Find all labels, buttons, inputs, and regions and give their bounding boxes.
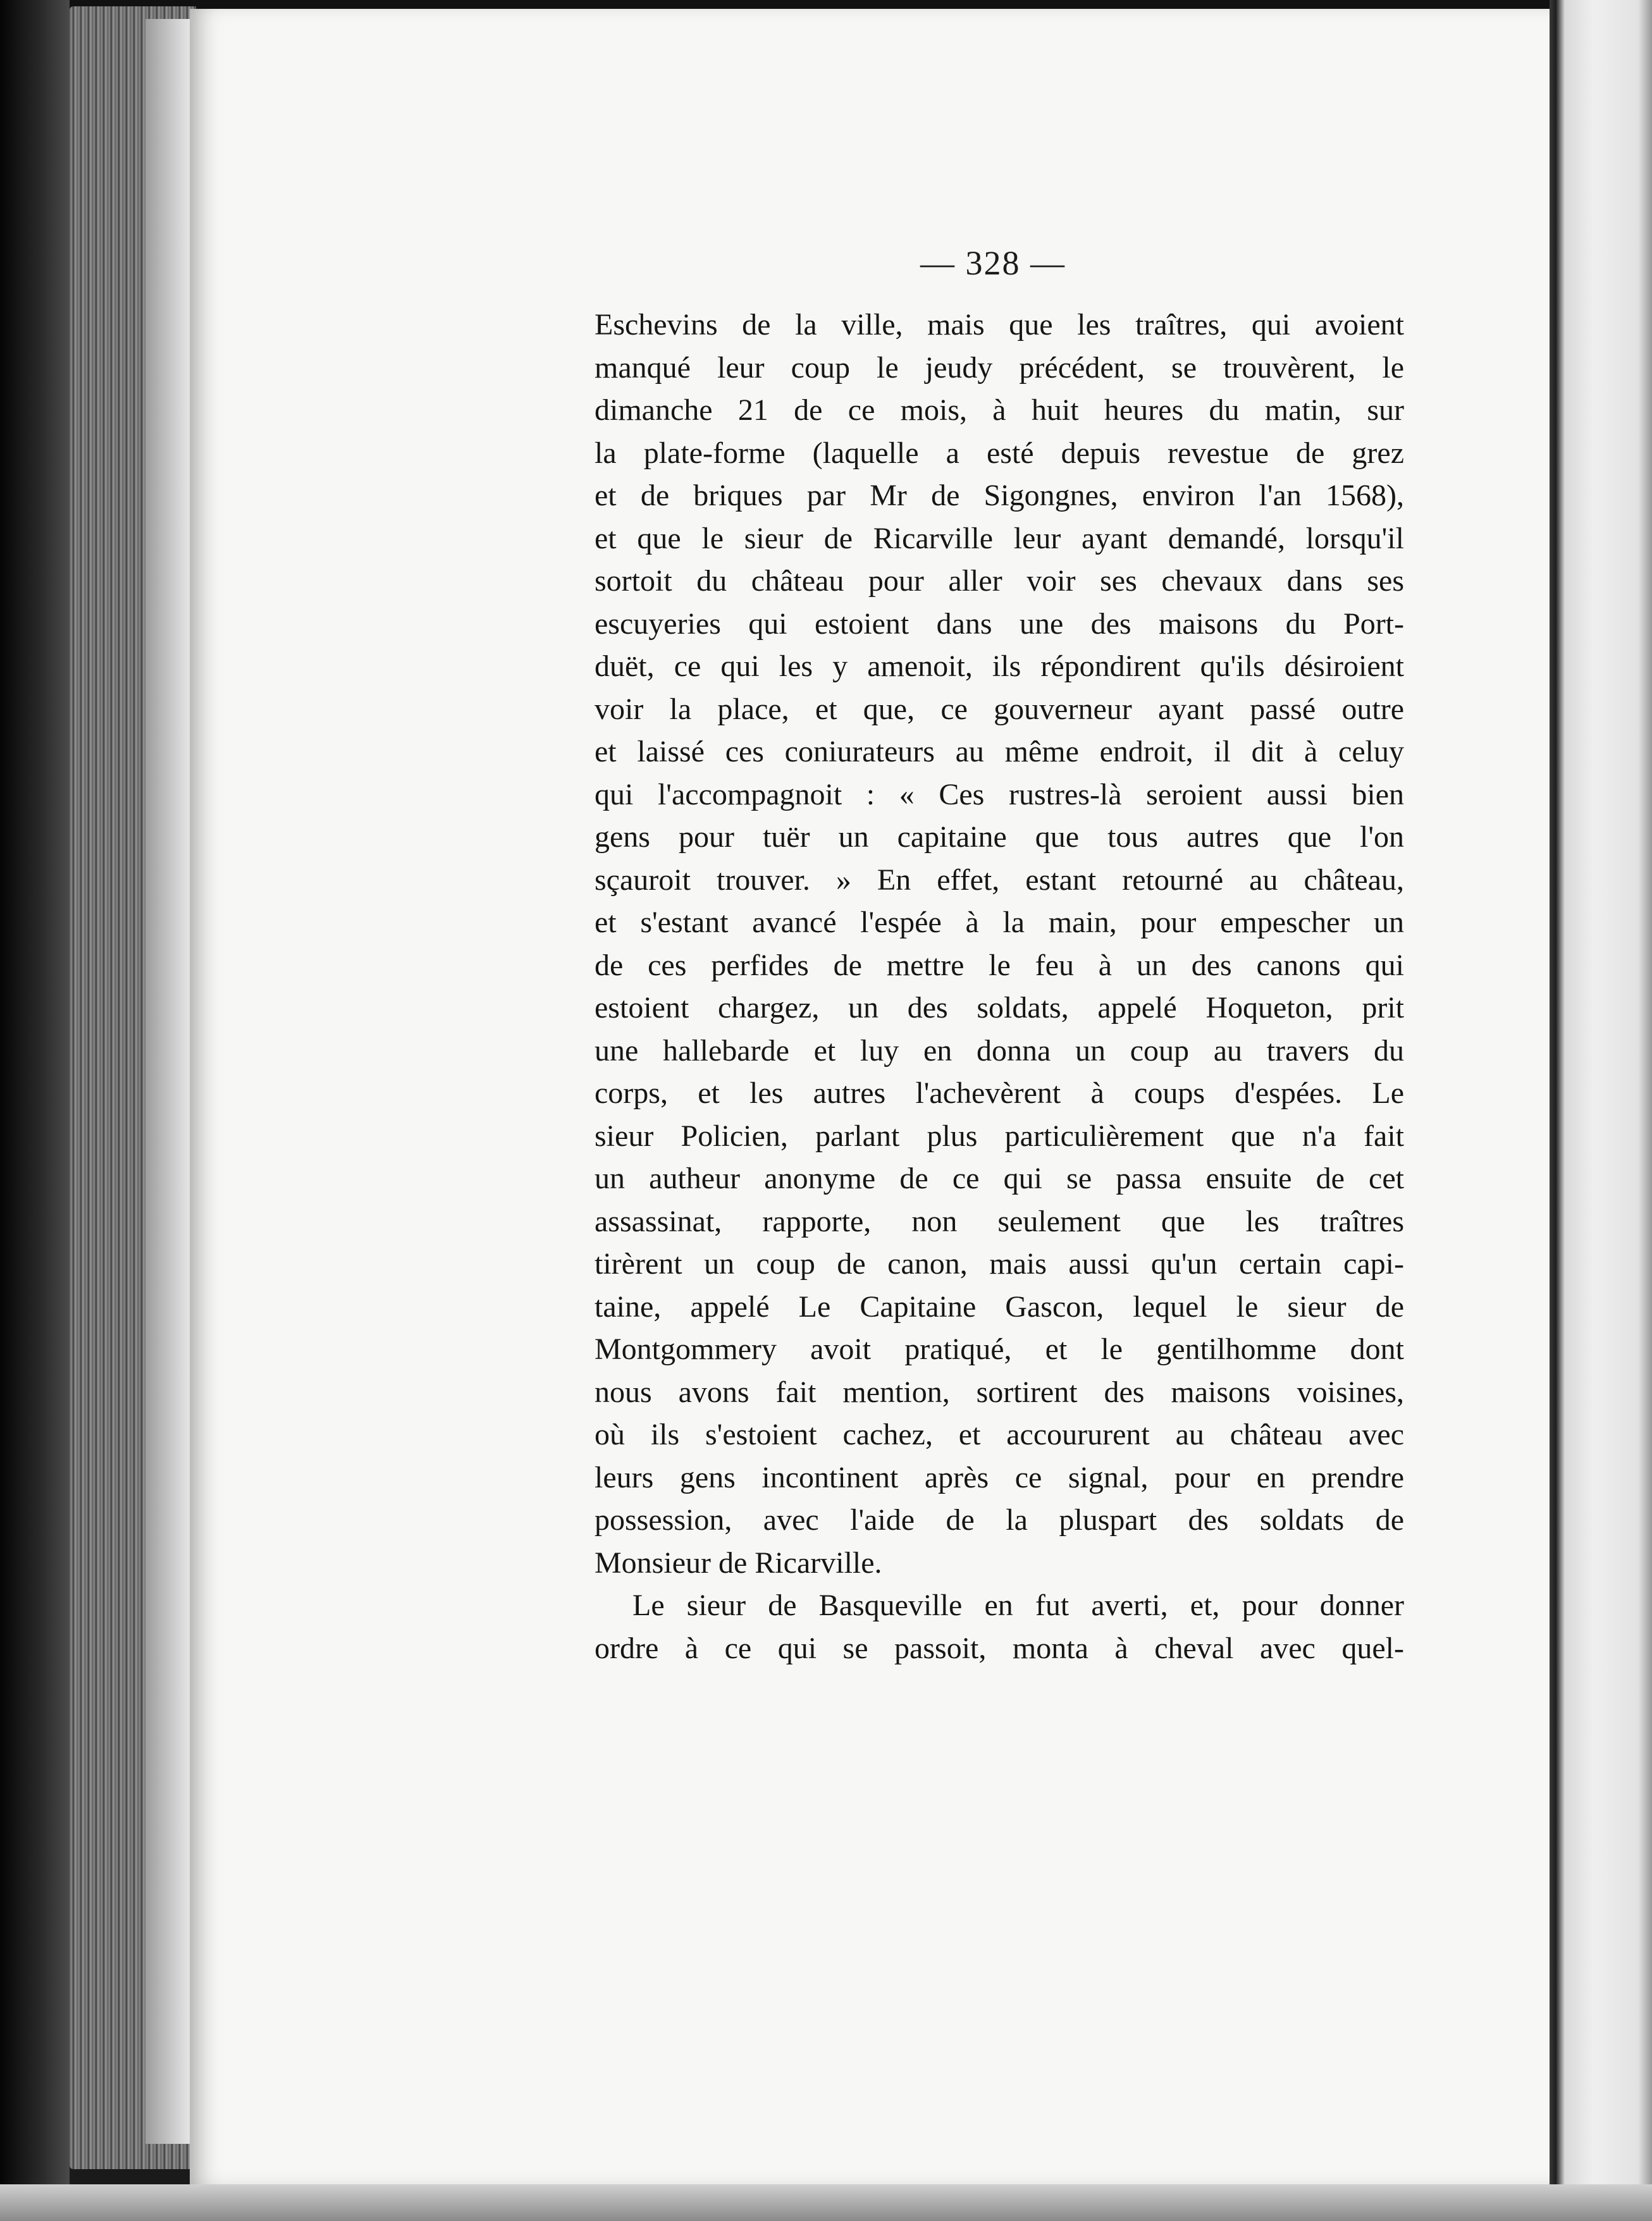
text-line: la plate-forme (laquelle a esté depuis revestue de grez [595,436,1404,470]
text-line: possession, avec l'aide de la pluspart des soldats de [595,1503,1404,1537]
scan-left-border [0,0,70,2221]
book-page-edges-light [145,19,196,2144]
text-line: dimanche 21 de ce mois, à huit heures du matin, sur [595,393,1404,427]
text-line: tirèrent un coup de canon, mais aussi qu'un certain capi- [595,1247,1404,1281]
body-text [595,304,1404,1670]
scan-top-edge [0,0,1652,9]
text-line: et s'estant avancé l'espée à la main, pour empescher un [595,906,1404,939]
text-line: une hallebarde et luy en donna un coup au travers du [595,1033,1404,1067]
text-line: estoient chargez, un des soldats, appelé Hoqueton, prit [595,991,1404,1024]
text-line: nous avons fait mention, sortirent des maisons voisines, [595,1375,1404,1409]
text-line: corps, et les autres l'achevèrent à coups d'espées. Le [595,1076,1404,1110]
text-line: voir la place, et que, ce gouverneur ayant passé outre [595,692,1404,726]
text-line: sieur Policien, parlant plus particulièrement que n'a fait [595,1119,1404,1153]
text-line: sortoit du château pour aller voir ses chevaux dans ses [595,564,1404,598]
text-line: et de briques par Mr de Sigongnes, environ l'an 1568), [595,479,1404,512]
scan-bottom-edge [0,2184,1652,2221]
text-line: taine, appelé Le Capitaine Gascon, lequel le sieur de [595,1289,1404,1324]
text-line: leurs gens incontinent après ce signal, pour en prendre [595,1460,1404,1494]
text-line: Montgommery avoit pratiqué, et le gentilhomme dont [595,1332,1404,1366]
text-line: où ils s'estoient cachez, et accoururent au château avec [595,1418,1404,1451]
text-line: et que le sieur de Ricarville leur ayant demandé, lorsqu'il [595,521,1404,555]
text-line: Monsieur de Ricarville. [595,1546,882,1580]
text-line: qui l'accompagnoit : « Ces rustres-là seroient aussi bien [595,777,1404,811]
text-line: manqué leur coup le jeudy précédent, se trouvèrent, le [595,350,1404,385]
text-line: duët, ce qui les y amenoit, ils répondirent qu'ils désiroient [595,649,1404,683]
text-line: escuyeries qui estoient dans une des maisons du Port- [595,606,1404,641]
text-line: Eschevins de la ville, mais que les traîtres, qui avoient [595,308,1404,341]
text-line: un autheur anonyme de ce qui se passa ensuite de cet [595,1162,1404,1195]
scan-right-border [1550,0,1652,2221]
text-line: de ces perfides de mettre le feu à un des canons qui [595,948,1404,982]
text-line: gens pour tuër un capitaine que tous autres que l'on [595,820,1404,854]
text-line: sçauroit trouver. » En effet, estant retourné au château, [595,863,1404,897]
text-line: Le sieur de Basqueville en fut averti, et, pour donner [632,1589,1404,1622]
text-line: et laissé ces coniurateurs au même endroit, il dit à celuy [595,735,1404,768]
text-line: ordre à ce qui se passoit, monta à cheval avec quel- [595,1631,1404,1665]
page-number: — 328 — [920,244,1066,282]
text-line: assassinat, rapporte, non seulement que les traîtres [595,1204,1404,1238]
